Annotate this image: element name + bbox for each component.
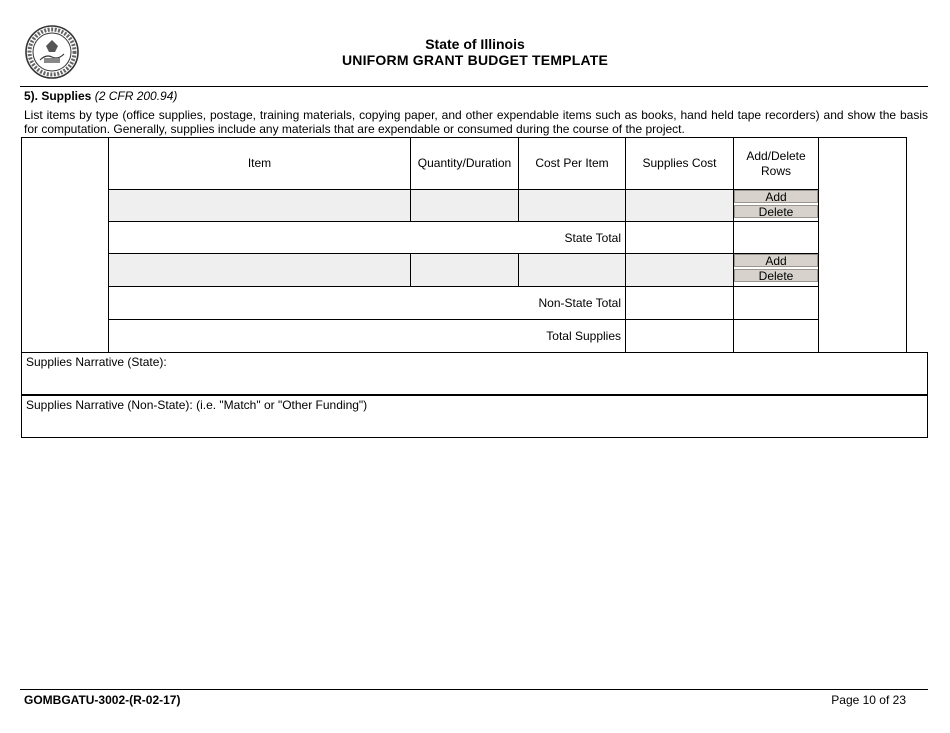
col-header-add-delete: Add/Delete Rows xyxy=(733,137,819,190)
state-narrative-label: Supplies Narrative (State): xyxy=(26,355,167,369)
state-item-input[interactable] xyxy=(108,189,411,222)
non-state-add-row-button[interactable]: Add xyxy=(734,254,818,267)
non-state-cost-per-item-input[interactable] xyxy=(518,253,626,287)
total-supplies-blank xyxy=(733,319,819,353)
col-header-quantity: Quantity/Duration xyxy=(410,137,519,190)
non-state-quantity-input[interactable] xyxy=(410,253,519,287)
non-state-total-label: Non-State Total xyxy=(108,286,626,320)
non-state-total-blank xyxy=(733,286,819,320)
non-state-narrative-label: Supplies Narrative (Non-State): (i.e. "Match" or "Other Funding") xyxy=(26,398,368,412)
right-blank-column xyxy=(818,137,907,353)
header-divider xyxy=(20,86,928,87)
non-state-supplies-cost-field xyxy=(625,253,734,287)
state-quantity-input[interactable] xyxy=(410,189,519,222)
page-number: Page 10 of 23 xyxy=(831,693,906,707)
section-heading xyxy=(24,89,177,103)
page-header xyxy=(0,36,950,69)
total-supplies-label: Total Supplies xyxy=(108,319,626,353)
non-state-narrative-field[interactable] xyxy=(21,395,928,438)
row-label-column xyxy=(21,137,109,353)
total-supplies-value xyxy=(625,319,734,353)
section-citation: (2 CFR 200.94) xyxy=(94,89,178,103)
state-cost-per-item-input[interactable] xyxy=(518,189,626,222)
col-header-cost-per-item: Cost Per Item xyxy=(518,137,626,190)
state-delete-row-button[interactable]: Delete xyxy=(734,205,818,218)
state-narrative-field[interactable] xyxy=(21,352,928,395)
state-name: State of Illinois xyxy=(425,36,525,52)
state-add-row-button[interactable]: Add xyxy=(734,190,818,203)
state-supplies-cost-field xyxy=(625,189,734,222)
footer-divider xyxy=(20,689,928,690)
section-instructions: List items by type (office supplies, postage, training materials, copying paper, and other expendable items such as books, hand held tape recorders) and show the basis for computation. Generally, supplies include any materials that are expendable or consumed during the course of the project. xyxy=(24,108,928,136)
non-state-total-value xyxy=(625,286,734,320)
non-state-delete-row-button[interactable]: Delete xyxy=(734,269,818,282)
section-title: 5). Supplies xyxy=(24,89,92,103)
state-total-value xyxy=(625,221,734,254)
col-header-supplies-cost: Supplies Cost xyxy=(625,137,734,190)
document-title: UNIFORM GRANT BUDGET TEMPLATE xyxy=(341,52,609,68)
non-state-item-input[interactable] xyxy=(108,253,411,287)
state-total-label: State Total xyxy=(108,221,626,254)
state-total-blank xyxy=(733,221,819,254)
form-id: GOMBGATU-3002-(R-02-17) xyxy=(24,693,181,707)
col-header-item: Item xyxy=(108,137,411,190)
